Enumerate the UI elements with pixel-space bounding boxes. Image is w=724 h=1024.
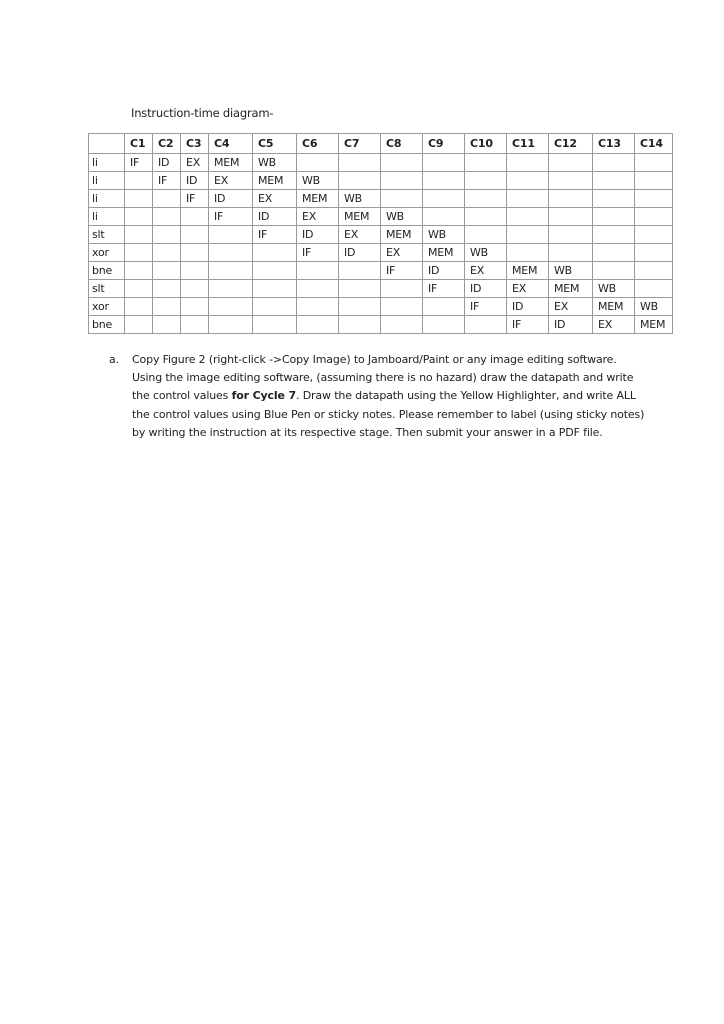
stage-cell [125, 262, 153, 280]
stage-cell [153, 298, 181, 316]
stage-cell: MEM [297, 190, 339, 208]
stage-cell: IF [465, 298, 507, 316]
stage-cell: EX [593, 316, 635, 334]
stage-cell [381, 172, 423, 190]
stage-cell: ID [181, 172, 209, 190]
stage-cell: IF [297, 244, 339, 262]
stage-cell: EX [253, 190, 297, 208]
instruction-cell: slt [89, 280, 125, 298]
stage-cell: WB [593, 280, 635, 298]
table-row [89, 244, 673, 262]
stage-cell [635, 280, 673, 298]
stage-cell [593, 244, 635, 262]
stage-cell [253, 262, 297, 280]
stage-cell [181, 262, 209, 280]
stage-cell [635, 172, 673, 190]
stage-cell: IF [125, 154, 153, 172]
stage-cell [465, 154, 507, 172]
stage-cell: MEM [339, 208, 381, 226]
stage-cell [465, 172, 507, 190]
stage-cell [297, 280, 339, 298]
stage-cell [593, 208, 635, 226]
stage-cell [209, 226, 253, 244]
stage-cell: IF [153, 172, 181, 190]
stage-cell [423, 172, 465, 190]
stage-cell [153, 262, 181, 280]
stage-cell [339, 316, 381, 334]
stage-cell [635, 154, 673, 172]
stage-cell: MEM [253, 172, 297, 190]
stage-cell [635, 244, 673, 262]
stage-cell [297, 262, 339, 280]
instruction-cell: li [89, 190, 125, 208]
table-row [89, 262, 673, 280]
stage-cell: IF [181, 190, 209, 208]
table-row [89, 208, 673, 226]
stage-cell: WB [465, 244, 507, 262]
stage-cell: WB [339, 190, 381, 208]
instruction-cell: li [89, 208, 125, 226]
stage-cell: IF [381, 262, 423, 280]
stage-cell [339, 172, 381, 190]
stage-cell [125, 280, 153, 298]
stage-cell: EX [381, 244, 423, 262]
stage-cell [297, 316, 339, 334]
stage-cell: ID [423, 262, 465, 280]
stage-cell: ID [465, 280, 507, 298]
question-text-part2: . Draw the datapath using the Yellow Highlighter, and write ALL the control values using Blue Pen or sticky notes. Please remember to label (using sticky notes) by writing the instruction at its respective stage. Then submit your answer in a PDF file. [132, 389, 645, 439]
table-row [89, 280, 673, 298]
stage-cell [549, 226, 593, 244]
stage-cell [125, 244, 153, 262]
table-row [89, 172, 673, 190]
stage-cell: ID [507, 298, 549, 316]
stage-cell [153, 280, 181, 298]
stage-cell [125, 298, 153, 316]
cycle-header: C3 [181, 134, 209, 154]
stage-cell [181, 226, 209, 244]
stage-cell [423, 154, 465, 172]
stage-cell: ID [253, 208, 297, 226]
table-row [89, 226, 673, 244]
stage-cell [125, 172, 153, 190]
stage-cell: IF [507, 316, 549, 334]
stage-cell [465, 226, 507, 244]
stage-cell: WB [549, 262, 593, 280]
diagram-title: Instruction-time diagram- [131, 106, 274, 120]
instruction-cell: slt [89, 226, 125, 244]
stage-cell: MEM [549, 280, 593, 298]
instruction-cell: xor [89, 298, 125, 316]
stage-cell [549, 190, 593, 208]
pipeline-table [88, 133, 673, 334]
cycle-header: C12 [549, 134, 593, 154]
stage-cell: EX [297, 208, 339, 226]
instruction-cell: li [89, 154, 125, 172]
stage-cell [593, 190, 635, 208]
question-text-part1: Copy Figure 2 (right-click ->Copy Image) to Jamboard/Paint or any image editing software. Using the image editing software, (assuming there is no hazard) draw the datapath and write the control values [132, 353, 634, 403]
table-row [89, 298, 673, 316]
stage-cell [593, 226, 635, 244]
stage-cell [423, 190, 465, 208]
stage-cell [381, 316, 423, 334]
stage-cell: MEM [635, 316, 673, 334]
cycle-header: C14 [635, 134, 673, 154]
stage-cell [153, 244, 181, 262]
instruction-cell: bne [89, 262, 125, 280]
stage-cell: WB [253, 154, 297, 172]
stage-cell: WB [381, 208, 423, 226]
stage-cell: MEM [209, 154, 253, 172]
stage-cell [125, 208, 153, 226]
stage-cell: WB [423, 226, 465, 244]
stage-cell [635, 226, 673, 244]
stage-cell [507, 208, 549, 226]
stage-cell [593, 172, 635, 190]
table-row [89, 316, 673, 334]
stage-cell [465, 190, 507, 208]
stage-cell: IF [253, 226, 297, 244]
stage-cell [209, 316, 253, 334]
cycle-header: C7 [339, 134, 381, 154]
question-block [109, 351, 649, 442]
stage-cell: MEM [423, 244, 465, 262]
stage-cell [153, 190, 181, 208]
stage-cell [507, 244, 549, 262]
stage-cell [209, 298, 253, 316]
stage-cell [125, 226, 153, 244]
stage-cell [549, 244, 593, 262]
stage-cell [153, 316, 181, 334]
stage-cell [593, 154, 635, 172]
cycle-header: C11 [507, 134, 549, 154]
stage-cell [181, 298, 209, 316]
stage-cell [209, 244, 253, 262]
instruction-cell: li [89, 172, 125, 190]
stage-cell [507, 190, 549, 208]
table-row [89, 154, 673, 172]
stage-cell: IF [209, 208, 253, 226]
stage-cell [635, 208, 673, 226]
stage-cell [593, 262, 635, 280]
stage-cell: ID [339, 244, 381, 262]
stage-cell: MEM [381, 226, 423, 244]
stage-cell [465, 316, 507, 334]
stage-cell [253, 316, 297, 334]
stage-cell: MEM [593, 298, 635, 316]
stage-cell: EX [507, 280, 549, 298]
stage-cell [125, 316, 153, 334]
stage-cell [339, 280, 381, 298]
stage-cell [153, 226, 181, 244]
stage-cell: ID [153, 154, 181, 172]
stage-cell [253, 298, 297, 316]
stage-cell [549, 172, 593, 190]
question-marker: a. [109, 353, 119, 366]
stage-cell: EX [339, 226, 381, 244]
cycle-header: C6 [297, 134, 339, 154]
stage-cell: EX [465, 262, 507, 280]
stage-cell [549, 208, 593, 226]
stage-cell [507, 154, 549, 172]
stage-cell: EX [549, 298, 593, 316]
header-row [89, 134, 673, 154]
stage-cell [381, 298, 423, 316]
cycle-header: C2 [153, 134, 181, 154]
stage-cell [381, 190, 423, 208]
stage-cell [181, 316, 209, 334]
question-text-bold: for Cycle 7 [231, 389, 297, 403]
stage-cell [465, 208, 507, 226]
cycle-header: C9 [423, 134, 465, 154]
stage-cell [507, 172, 549, 190]
stage-cell [423, 298, 465, 316]
stage-cell [381, 280, 423, 298]
stage-cell [153, 208, 181, 226]
stage-cell [549, 154, 593, 172]
instruction-cell: bne [89, 316, 125, 334]
cycle-header: C4 [209, 134, 253, 154]
stage-cell [297, 298, 339, 316]
stage-cell: EX [181, 154, 209, 172]
stage-cell: WB [635, 298, 673, 316]
stage-cell: ID [297, 226, 339, 244]
stage-cell [181, 244, 209, 262]
stage-cell [635, 190, 673, 208]
table-row [89, 190, 673, 208]
stage-cell: MEM [507, 262, 549, 280]
stage-cell [209, 280, 253, 298]
stage-cell [125, 190, 153, 208]
cycle-header: C13 [593, 134, 635, 154]
stage-cell [181, 280, 209, 298]
instruction-cell: xor [89, 244, 125, 262]
stage-cell [423, 208, 465, 226]
cycle-header: C8 [381, 134, 423, 154]
stage-cell [423, 316, 465, 334]
stage-cell: ID [549, 316, 593, 334]
corner-cell [89, 134, 125, 154]
stage-cell [181, 208, 209, 226]
cycle-header: C5 [253, 134, 297, 154]
stage-cell [507, 226, 549, 244]
stage-cell: WB [297, 172, 339, 190]
question-text [132, 351, 649, 442]
stage-cell: EX [209, 172, 253, 190]
stage-cell [339, 298, 381, 316]
stage-cell [381, 154, 423, 172]
stage-cell [339, 154, 381, 172]
stage-cell: IF [423, 280, 465, 298]
stage-cell [253, 280, 297, 298]
stage-cell [209, 262, 253, 280]
stage-cell: ID [209, 190, 253, 208]
cycle-header: C10 [465, 134, 507, 154]
stage-cell [253, 244, 297, 262]
cycle-header: C1 [125, 134, 153, 154]
stage-cell [339, 262, 381, 280]
stage-cell [635, 262, 673, 280]
stage-cell [297, 154, 339, 172]
